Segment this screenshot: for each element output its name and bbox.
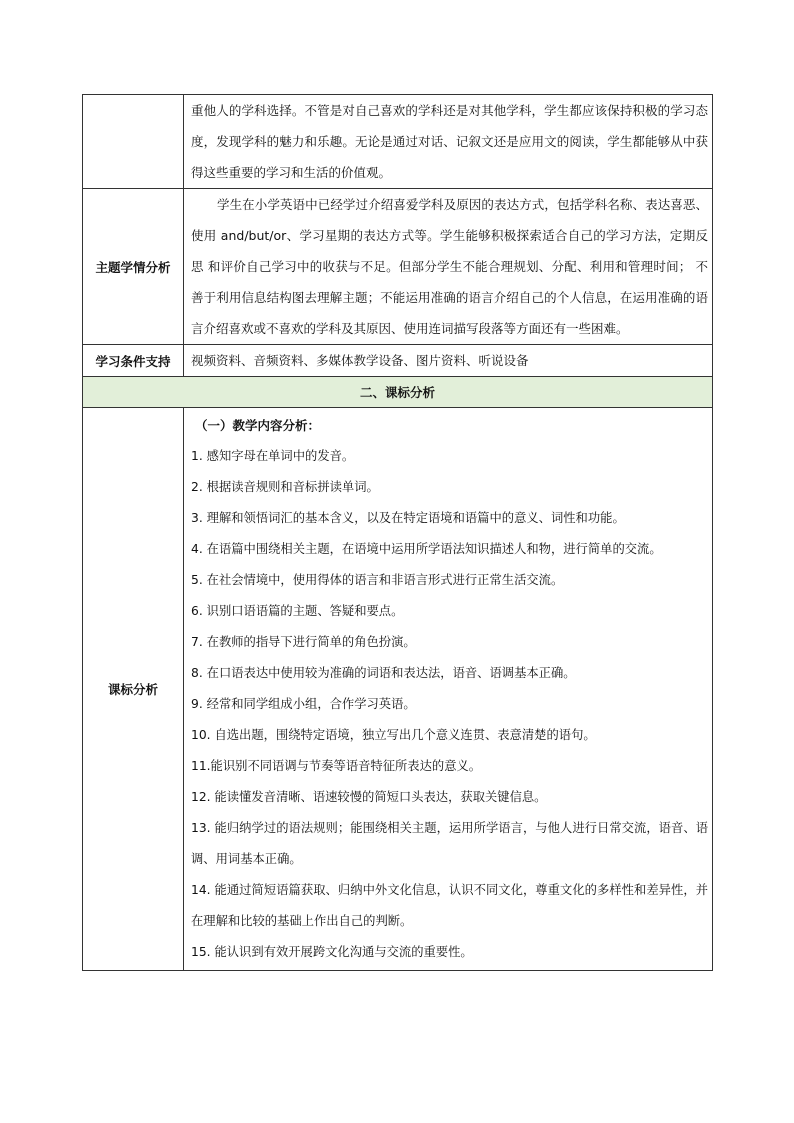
standards-item: 14. 能通过简短语篇获取、归纳中外文化信息，认识不同文化，尊重文化的多样性和差异性，并在理解和比较的基础上作出自己的判断。 [191,883,708,928]
learning-support-content [184,345,713,377]
standards-item: 2. 根据读音规则和音标拼读单词。 [191,480,379,494]
student-analysis-content [184,189,713,345]
standards-item: 10. 自选出题，围绕特定语境，独立写出几个意义连贯、表意清楚的语句。 [191,728,596,742]
intro-content-cell [184,95,713,189]
standards-item: 8. 在口语表达中使用较为准确的词语和表达法，语音、语调基本正确。 [191,666,576,680]
standards-item: 7. 在教师的指导下进行简单的角色扮演。 [191,635,416,649]
standards-item: 3. 理解和领悟词汇的基本含义，以及在特定语境和语篇中的意义、词性和功能。 [191,511,625,525]
learning-support-label: 学习条件支持 [83,345,184,377]
standards-item: 6. 识别口语语篇的主题、答疑和要点。 [191,604,404,618]
standards-item: 12. 能读懂发音清晰、语速较慢的简短口头表达，获取关键信息。 [191,790,547,804]
lesson-plan-table [82,94,713,971]
standards-item: 1. 感知字母在单词中的发音。 [191,449,355,463]
standards-item: 15. 能认识到有效开展跨文化沟通与交流的重要性。 [191,945,473,959]
standards-item: 9. 经常和同学组成小组，合作学习英语。 [191,697,416,711]
learning-support-row [83,345,713,377]
learning-support-text: 视频资料、音频资料、多媒体教学设备、图片资料、听说设备 [191,353,529,368]
standards-item: 4. 在语篇中围绕相关主题，在语境中运用所学语法知识描述人和物，进行简单的交流。 [191,542,662,556]
section-header-row [83,377,713,408]
student-analysis-label: 主题学情分析 [83,189,184,345]
student-analysis-paragraph: 学生在小学英语中已经学过介绍喜爱学科及原因的表达方式，包括学科名称、表达喜恶、使用 and/but/or、学习星期的表达方式等。学生能够积极探索适合自己的学习方法，定期反思 和评价自己学习中的收获与不足。但部分学生不能合理规划、分配、利用和管理时间； 不善于利用信息结构图去理解主题；不能运用准确的语言介绍自己的个人信息，在运用准确的语言介绍喜欢或不喜欢的学科及其原因、使用连词描写段落等方面还有一些困难。 [191,197,708,336]
standards-item: 5. 在社会情境中，使用得体的语言和非语言形式进行正常生活交流。 [191,573,564,587]
standards-content [184,408,713,971]
section-two-header: 二、课标分析 [83,377,713,408]
standards-label: 课标分析 [83,408,184,971]
standards-item: 13. 能归纳学过的语法规则；能围绕相关主题，运用所学语言，与他人进行日常交流，语音、语调、用词基本正确。 [191,821,708,866]
intro-row [83,95,713,189]
intro-label-cell [83,95,184,189]
standards-row [83,408,713,971]
student-analysis-row [83,189,713,345]
standards-title: （一）教学内容分析： [195,418,321,433]
intro-paragraph: 重他人的学科选择。不管是对自己喜欢的学科还是对其他学科，学生都应该保持积极的学习态度，发现学科的魅力和乐趣。无论是通过对话、记叙文还是应用文的阅读，学生都能够从中获得这些重要的学习和生活的价值观。 [191,103,708,180]
standards-item: 11.能识别不同语调与节奏等语音特征所表达的意义。 [191,759,482,773]
